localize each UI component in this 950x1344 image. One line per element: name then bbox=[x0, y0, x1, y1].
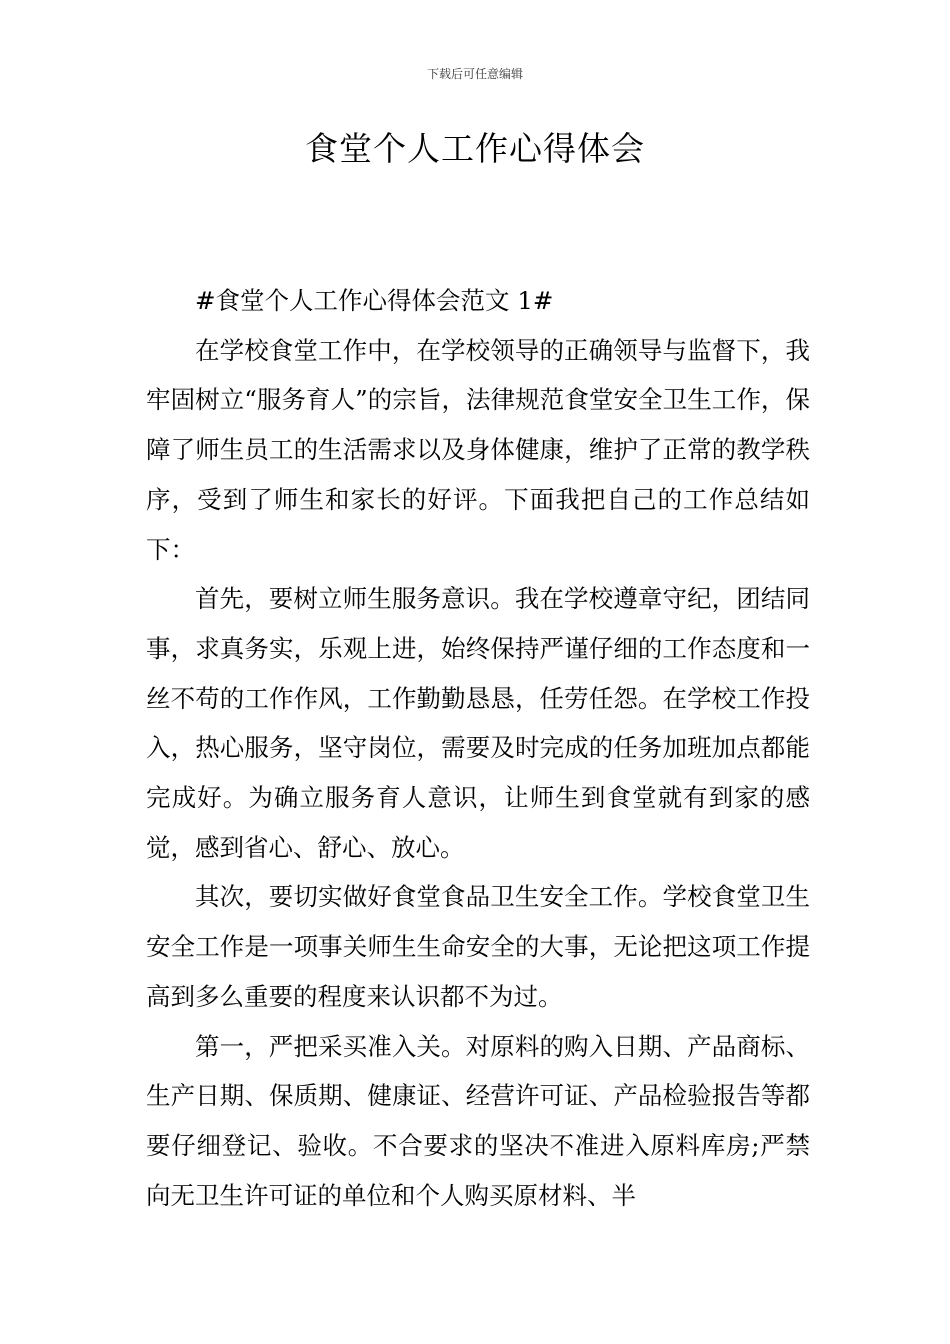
paragraph: 第一，严把采买准入关。对原料的购入日期、产品商标、生产日期、保质期、健康证、经营许可证、产品检验报告等都要仔细登记、验收。不合要求的坚决不准进入原料库房;严禁向无卫生许可证的单位和个人购买原材料、半 bbox=[146, 1031, 810, 1210]
document-title: 食堂个人工作心得体会 bbox=[305, 129, 645, 168]
paragraph: 其次，要切实做好食堂食品卫生安全工作。学校食堂卫生安全工作是一项事关师生生命安全的大事，无论把这项工作提高到多么重要的程度来认识都不为过。 bbox=[146, 882, 810, 1011]
document-body bbox=[146, 276, 810, 1220]
paragraph: 首先，要树立师生服务意识。我在学校遵章守纪，团结同事，求真务实，乐观上进，始终保持严谨仔细的工作态度和一丝不苟的工作作风，工作勤勤恳恳，任劳任怨。在学校工作投入，热心服务，坚守岗位，需要及时完成的任务加班加点都能完成好。为确立服务育人意识，让师生到食堂就有到家的感觉，感到省心、舒心、放心。 bbox=[146, 584, 810, 862]
paragraph: 在学校食堂工作中，在学校领导的正确领导与监督下，我牢固树立“服务育人”的宗旨，法律规范食堂安全卫生工作，保障了师生员工的生活需求以及身体健康，维护了正常的教学秩序，受到了师生和家长的好评。下面我把自己的工作总结如下： bbox=[146, 335, 810, 564]
header-note: 下载后可任意编辑 bbox=[426, 67, 523, 81]
paragraph-heading: #食堂个人工作心得体会范文 1# bbox=[195, 286, 554, 315]
